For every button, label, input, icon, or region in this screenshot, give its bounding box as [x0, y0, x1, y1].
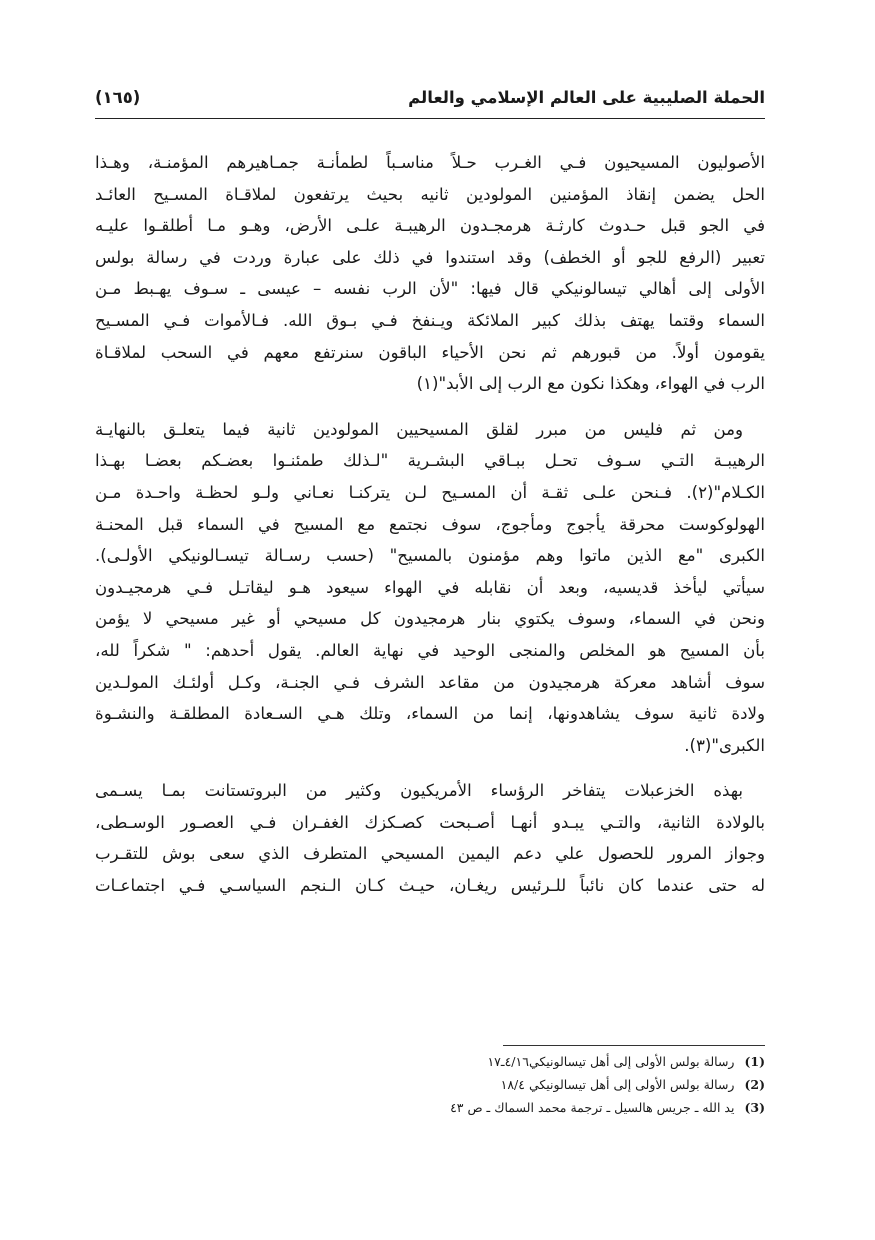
footnote-number: (3): [744, 1100, 765, 1115]
footnote: [95, 1050, 765, 1073]
text-line: بالولادة الثانية، والتـي يبـدو أنهـا أصـبحت كصـكزك الغفـران فـي العصـور الوسـطى،: [95, 812, 765, 832]
text-line: السماء وقتما يهتف بذلك كبير الملائكة ويـنفخ فـي بـوق الله. فـالأموات فـي المسـيح: [95, 310, 765, 330]
text-line: الرهيبـة التـي سـوف تحـل ببـاقي البشـرية "لـذلك طمئنـوا بعضـكم بعضـا بهـذا: [95, 451, 765, 471]
text-line: ونحن في السماء، وسوف يكتوي بنار هرمجيدون كل مسيحي أو غير مسيحي لا يؤمن: [95, 609, 765, 629]
footnote-number: (1): [744, 1054, 765, 1069]
text-line: الهولوكوست محرقة يأجوج ومأجوج، سوف نجتمع مع المسيح في السماء قبل المحنـة: [95, 514, 765, 534]
text-line: الكبرى "مع الذين ماتوا وهم مؤمنون بالمسيح" (حسب رسـالة تيسـالونيكي الأولـى).: [95, 546, 765, 566]
footnote-text: رسالة بولس الأولى إلى أهل تيسالونيكي٤/١٦ـ١٧: [487, 1054, 735, 1069]
footnote-text: رسالة بولس الأولى إلى أهل تيسالونيكي ١٨/٤: [500, 1077, 735, 1092]
footnote: [95, 1096, 765, 1119]
paragraph: [95, 147, 765, 400]
text-line: الكـلام"(٢). فـنحن علـى ثقـة أن المسـيح لـن يتركنـا نعـاني ولـو لحظـة واحـدة مـن: [95, 482, 765, 502]
footnote-text: يد الله ـ جريس هالسيل ـ ترجمة محمد السماك ـ ص ٤٣: [450, 1100, 735, 1115]
text-line: له حتى عندما كان نائباً للـرئيس ريغـان، حيـث كـان الـنجم السياسـي فـي اجتماعـات: [95, 876, 765, 896]
paragraph: [95, 775, 765, 901]
text-line: بأن المسيح هو المخلص والمنجى الوحيد في نهاية العالم. يقول أحدهم: " شكراً لله،: [95, 640, 765, 660]
text-line: وجواز المرور للحصول علي دعم اليمين المسيحي المتطرف الذي سعى بوش للتقـرب: [95, 844, 765, 864]
document-page: [95, 0, 765, 1240]
text-line: الحل يضمن إنقاذ المؤمنين المولودين ثانيه بحيث يرتفعون لملاقـاة المسـيح العائـد: [95, 184, 765, 204]
text-line: في الجو قبل حـدوث كارثـة هرمجـدون الرهيبـة علـى الأرض، وهـو مـا أطلقـوا عليـه: [95, 216, 765, 236]
page-number: (١٦٥): [95, 88, 141, 107]
text-line: سيأتي ليأخذ قديسيه، وبعد أن نقابله في الهواء سيعود هـو ليقاتـل فـي هرمجيـدون: [95, 577, 765, 597]
text-line: الأصوليون المسيحيون فـي الغـرب حـلاً مناسـباً لطمأنـة جمـاهيرهم المؤمنـة، وهـذا: [95, 153, 765, 172]
footnote: [95, 1073, 765, 1096]
header-divider: [95, 118, 765, 119]
body-text: [95, 147, 765, 916]
text-line: ومن ثم فليس من مبرر لقلق المسيحيين المولودين ثانية فيما يتعلـق بالنهايـة: [95, 419, 743, 439]
text-line: الرب في الهواء، وهكذا نكون مع الرب إلى الأبد"(١): [416, 374, 765, 394]
paragraph: [95, 414, 765, 762]
running-header: [95, 88, 765, 107]
footnote-number: (2): [744, 1077, 765, 1092]
text-line: بهذه الخزعبلات يتفاخر الرؤساء الأمريكيون وكثير من البروتستانت بمـا يسـمى: [95, 781, 743, 801]
text-line: ولادة ثانية سوف يشاهدونها، إنما من السماء، وتلك هـي السـعادة المطلقـة والنشـوة: [95, 704, 765, 724]
footnote-divider: [503, 1045, 765, 1046]
text-line: سوف أشاهد معركة هرمجيدون من مقاعد الشرف فـي الجنـة، وكـل أولئـك المولـدين: [95, 672, 765, 692]
header-title: الحملة الصليبية على العالم الإسلامي والعالم: [408, 88, 765, 107]
footnotes: [95, 1050, 765, 1119]
text-line: الكبرى"(٣).: [684, 735, 765, 755]
text-line: تعبير (الرفع للجو أو الخطف) وقد استندوا في ذلك على عبارة وردت في رسالة بولس: [95, 247, 765, 267]
text-line: يقومون أولاً. من قبورهم ثم نحن الأحياء الباقون سنرتفع معهم في السحب لملاقـاة: [95, 342, 765, 362]
text-line: الأولى إلى أهالي تيسالونيكي قال فيها: "لأن الرب نفسه – عيسى ـ سـوف يهـبط مـن: [95, 279, 765, 299]
